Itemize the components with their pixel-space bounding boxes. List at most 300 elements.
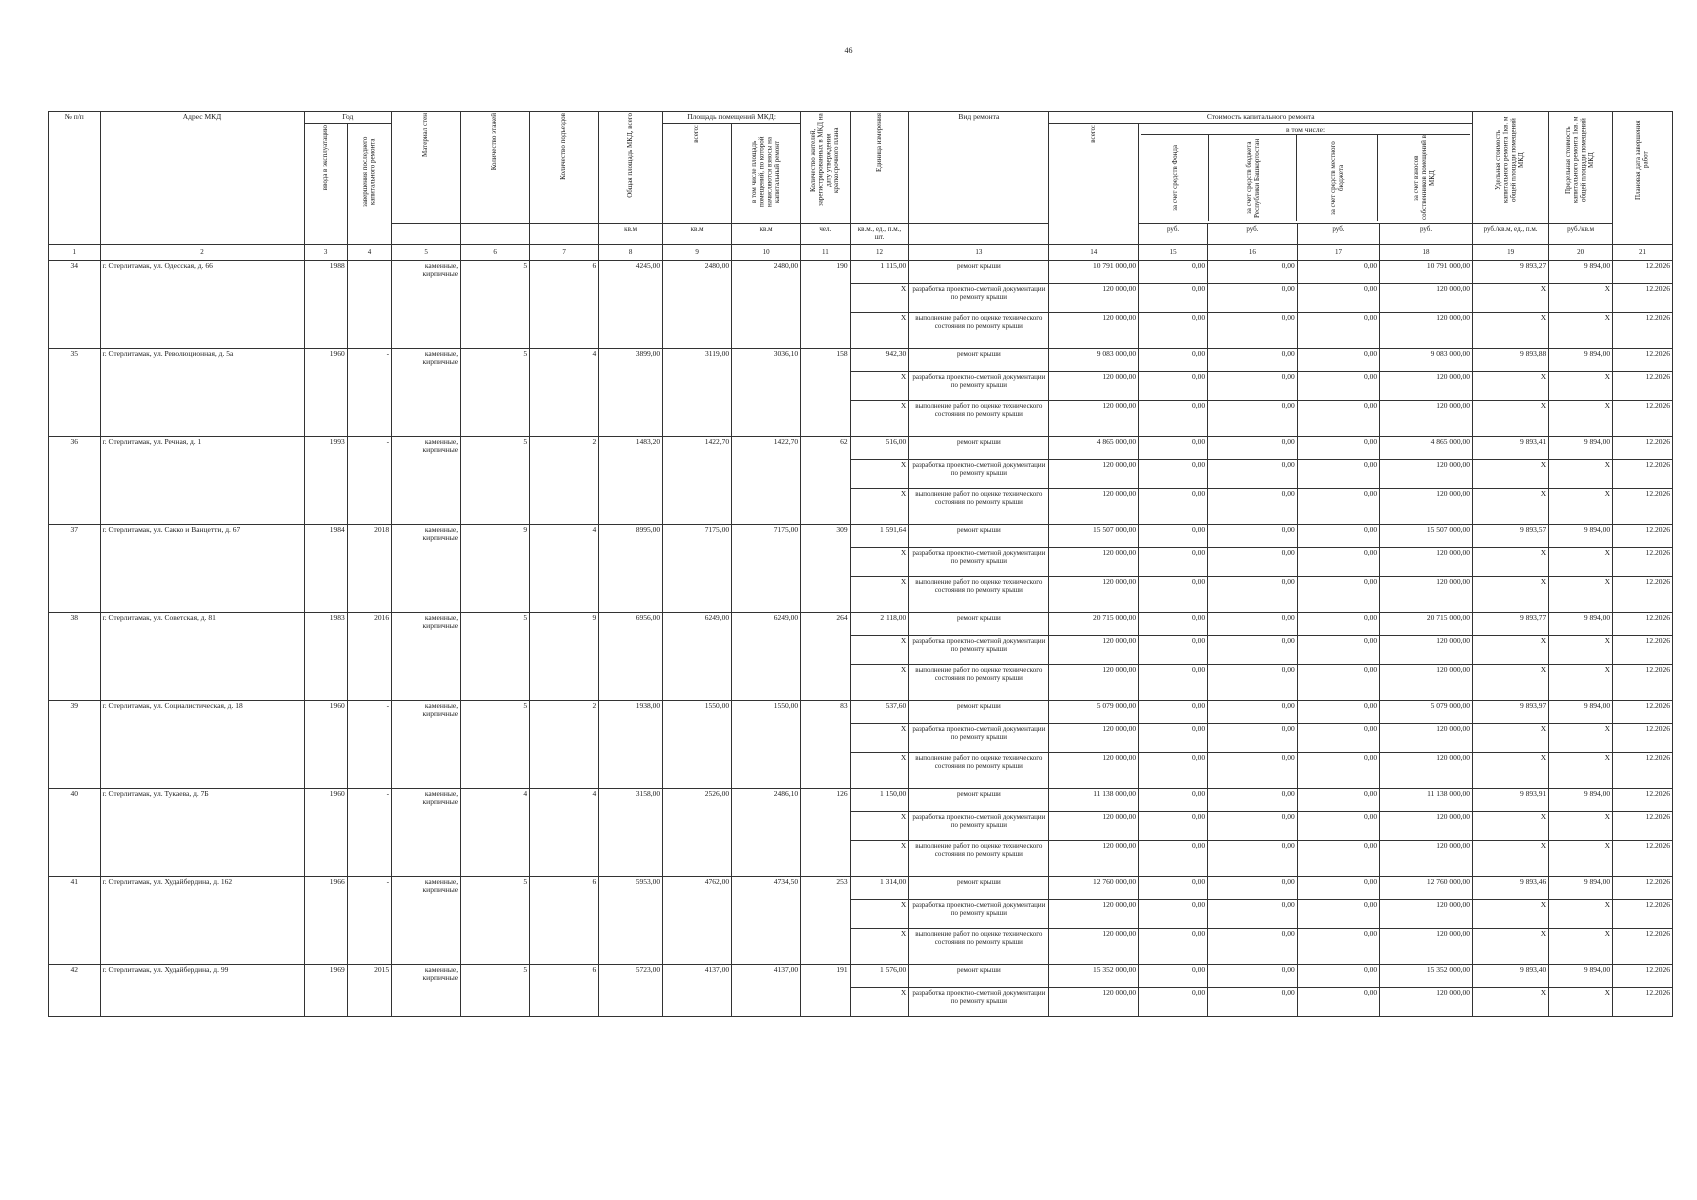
plan-date: 12.2026 bbox=[1613, 488, 1673, 524]
cost-owners: 120 000,00 bbox=[1380, 459, 1473, 488]
column-number: 19 bbox=[1472, 244, 1548, 260]
unit-entrances bbox=[530, 223, 599, 244]
record-address: г. Стерлитамак, ул. Худайбердина, д. 162 bbox=[100, 876, 304, 964]
max-cost: X bbox=[1549, 371, 1613, 400]
work-measure: 2 118,00 bbox=[850, 612, 909, 635]
record-year: 1984 bbox=[304, 524, 347, 612]
cost-republic: 0,00 bbox=[1208, 576, 1298, 612]
cost-total: 120 000,00 bbox=[1049, 840, 1139, 876]
work-type: выполнение работ по оценке технического состояния по ремонту крыши bbox=[909, 928, 1049, 964]
plan-date: 12.2026 bbox=[1613, 987, 1673, 1016]
record-last-repair: - bbox=[347, 788, 391, 876]
unit-cost-fund: руб. bbox=[1139, 223, 1208, 244]
cost-local: 0,00 bbox=[1297, 260, 1379, 283]
cost-fund: 0,00 bbox=[1139, 436, 1208, 459]
max-cost: X bbox=[1549, 400, 1613, 436]
unit-cost: X bbox=[1472, 400, 1548, 436]
cost-republic: 0,00 bbox=[1208, 635, 1298, 664]
record-floors: 9 bbox=[461, 524, 530, 612]
max-cost: X bbox=[1549, 283, 1613, 312]
work-type: ремонт крыши bbox=[909, 524, 1049, 547]
unit-measure: кв.м., ед., п.м., шт. bbox=[850, 223, 909, 244]
cost-fund: 0,00 bbox=[1139, 664, 1208, 700]
record-number: 42 bbox=[49, 964, 101, 1016]
record-last-repair: 2018 bbox=[347, 524, 391, 612]
column-number: 9 bbox=[663, 244, 732, 260]
cost-total: 15 352 000,00 bbox=[1049, 964, 1139, 987]
header-cost-republic: за счет средств бюджета Республики Башкортостан bbox=[1209, 135, 1297, 221]
unit-wall-material bbox=[392, 223, 461, 244]
cost-total: 120 000,00 bbox=[1049, 987, 1139, 1016]
cost-fund: 0,00 bbox=[1139, 876, 1208, 899]
cost-local: 0,00 bbox=[1297, 459, 1379, 488]
cost-fund: 0,00 bbox=[1139, 400, 1208, 436]
max-cost: 9 894,00 bbox=[1549, 436, 1613, 459]
record-residents: 83 bbox=[801, 700, 850, 788]
plan-date: 12.2026 bbox=[1613, 635, 1673, 664]
work-measure: X bbox=[850, 664, 909, 700]
cost-fund: 0,00 bbox=[1139, 524, 1208, 547]
cost-total: 120 000,00 bbox=[1049, 811, 1139, 840]
work-measure: X bbox=[850, 811, 909, 840]
work-type: разработка проектно-сметной документации по ремонту крыши bbox=[909, 459, 1049, 488]
work-type: выполнение работ по оценке технического состояния по ремонту крыши bbox=[909, 752, 1049, 788]
cost-republic: 0,00 bbox=[1208, 664, 1298, 700]
max-cost: X bbox=[1549, 811, 1613, 840]
work-type: ремонт крыши bbox=[909, 876, 1049, 899]
record-entrances: 6 bbox=[530, 260, 599, 348]
cost-fund: 0,00 bbox=[1139, 283, 1208, 312]
record-premises-repair: 6249,00 bbox=[732, 612, 801, 700]
cost-local: 0,00 bbox=[1297, 664, 1379, 700]
record-number: 40 bbox=[49, 788, 101, 876]
plan-date: 12.2026 bbox=[1613, 840, 1673, 876]
work-type: ремонт крыши bbox=[909, 436, 1049, 459]
record-premises-repair: 2480,00 bbox=[732, 260, 801, 348]
cost-total: 15 507 000,00 bbox=[1049, 524, 1139, 547]
cost-republic: 0,00 bbox=[1208, 928, 1298, 964]
unit-cost: X bbox=[1472, 459, 1548, 488]
plan-date: 12.2026 bbox=[1613, 964, 1673, 987]
cost-total: 120 000,00 bbox=[1049, 899, 1139, 928]
cost-fund: 0,00 bbox=[1139, 459, 1208, 488]
cost-local: 0,00 bbox=[1297, 524, 1379, 547]
cost-fund: 0,00 bbox=[1139, 700, 1208, 723]
cost-fund: 0,00 bbox=[1139, 348, 1208, 371]
cost-owners: 4 865 000,00 bbox=[1380, 436, 1473, 459]
max-cost: X bbox=[1549, 840, 1613, 876]
cost-fund: 0,00 bbox=[1139, 260, 1208, 283]
work-measure: X bbox=[850, 576, 909, 612]
cost-owners: 120 000,00 bbox=[1380, 752, 1473, 788]
cost-local: 0,00 bbox=[1297, 840, 1379, 876]
record-premises-total: 2526,00 bbox=[663, 788, 732, 876]
work-type: выполнение работ по оценке технического состояния по ремонту крыши bbox=[909, 664, 1049, 700]
work-measure: X bbox=[850, 928, 909, 964]
unit-cost: X bbox=[1472, 899, 1548, 928]
cost-republic: 0,00 bbox=[1208, 524, 1298, 547]
header-max-cost: Предельная стоимость капитального ремонта 1кв. м общей площади помещений МКД bbox=[1549, 112, 1613, 224]
table-row bbox=[49, 436, 1673, 459]
plan-date: 12.2026 bbox=[1613, 876, 1673, 899]
record-entrances: 6 bbox=[530, 964, 599, 1016]
work-measure: X bbox=[850, 371, 909, 400]
plan-date: 12.2026 bbox=[1613, 899, 1673, 928]
unit-cost: X bbox=[1472, 987, 1548, 1016]
work-measure: 1 314,00 bbox=[850, 876, 909, 899]
header-floors: Количество этажей bbox=[461, 112, 530, 224]
cost-owners: 5 079 000,00 bbox=[1380, 700, 1473, 723]
record-residents: 309 bbox=[801, 524, 850, 612]
cost-total: 20 715 000,00 bbox=[1049, 612, 1139, 635]
record-entrances: 4 bbox=[530, 788, 599, 876]
unit-cost-local: руб. bbox=[1297, 223, 1379, 244]
cost-total: 120 000,00 bbox=[1049, 928, 1139, 964]
column-number: 17 bbox=[1297, 244, 1379, 260]
cost-total: 11 138 000,00 bbox=[1049, 788, 1139, 811]
cost-fund: 0,00 bbox=[1139, 987, 1208, 1016]
max-cost: X bbox=[1549, 576, 1613, 612]
table-row bbox=[49, 788, 1673, 811]
plan-date: 12.2026 bbox=[1613, 348, 1673, 371]
record-address: г. Стерлитамак, ул. Речная, д. 1 bbox=[100, 436, 304, 524]
work-type: ремонт крыши bbox=[909, 700, 1049, 723]
work-type: разработка проектно-сметной документации по ремонту крыши bbox=[909, 811, 1049, 840]
record-entrances: 4 bbox=[530, 348, 599, 436]
header-premises-repair: в том числе площадь помещений, по которой начисляются взносы на капитальный ремонт bbox=[732, 124, 801, 224]
unit-cost: X bbox=[1472, 312, 1548, 348]
cost-republic: 0,00 bbox=[1208, 700, 1298, 723]
cost-fund: 0,00 bbox=[1139, 488, 1208, 524]
record-last-repair: 2015 bbox=[347, 964, 391, 1016]
record-wall-material: каменные, кирпичные bbox=[392, 348, 461, 436]
record-floors: 5 bbox=[461, 260, 530, 348]
table-row bbox=[49, 524, 1673, 547]
plan-date: 12.2026 bbox=[1613, 459, 1673, 488]
record-year: 1988 bbox=[304, 260, 347, 348]
unit-unit-cost: руб./кв.м, ед., п.м. bbox=[1472, 223, 1548, 244]
column-number: 4 bbox=[347, 244, 391, 260]
cost-local: 0,00 bbox=[1297, 700, 1379, 723]
unit-cost: X bbox=[1472, 928, 1548, 964]
record-premises-repair: 7175,00 bbox=[732, 524, 801, 612]
record-premises-total: 4762,00 bbox=[663, 876, 732, 964]
header-total-area: Общая площадь МКД, всего bbox=[599, 112, 663, 224]
record-address: г. Стерлитамак, ул. Революционная, д. 5а bbox=[100, 348, 304, 436]
work-measure: X bbox=[850, 840, 909, 876]
record-premises-repair: 1422,70 bbox=[732, 436, 801, 524]
record-wall-material: каменные, кирпичные bbox=[392, 436, 461, 524]
record-residents: 126 bbox=[801, 788, 850, 876]
record-address: г. Стерлитамак, ул. Тукаева, д. 7Б bbox=[100, 788, 304, 876]
record-number: 35 bbox=[49, 348, 101, 436]
cost-local: 0,00 bbox=[1297, 899, 1379, 928]
cost-local: 0,00 bbox=[1297, 612, 1379, 635]
cost-republic: 0,00 bbox=[1208, 840, 1298, 876]
column-number: 20 bbox=[1549, 244, 1613, 260]
cost-local: 0,00 bbox=[1297, 312, 1379, 348]
unit-cost: X bbox=[1472, 283, 1548, 312]
cost-fund: 0,00 bbox=[1139, 840, 1208, 876]
record-year: 1966 bbox=[304, 876, 347, 964]
record-premises-total: 3119,00 bbox=[663, 348, 732, 436]
unit-cost: 9 893,91 bbox=[1472, 788, 1548, 811]
plan-date: 12.2026 bbox=[1613, 576, 1673, 612]
header-residents: Количество жителей, зарегистрированных в МКД на дату утверждения краткосрочного плана bbox=[801, 112, 850, 224]
cost-total: 120 000,00 bbox=[1049, 459, 1139, 488]
record-entrances: 2 bbox=[530, 436, 599, 524]
work-measure: X bbox=[850, 899, 909, 928]
record-total-area: 5953,00 bbox=[599, 876, 663, 964]
work-measure: X bbox=[850, 312, 909, 348]
cost-republic: 0,00 bbox=[1208, 752, 1298, 788]
record-premises-repair: 1550,00 bbox=[732, 700, 801, 788]
record-residents: 253 bbox=[801, 876, 850, 964]
unit-cost: 9 893,40 bbox=[1472, 964, 1548, 987]
cost-owners: 120 000,00 bbox=[1380, 371, 1473, 400]
record-address: г. Стерлитамак, ул. Социалистическая, д. 18 bbox=[100, 700, 304, 788]
table-row bbox=[49, 260, 1673, 283]
work-type: ремонт крыши bbox=[909, 348, 1049, 371]
header-plan-date: Плановая дата завершения работ bbox=[1613, 112, 1673, 245]
cost-republic: 0,00 bbox=[1208, 899, 1298, 928]
cost-total: 12 760 000,00 bbox=[1049, 876, 1139, 899]
record-wall-material: каменные, кирпичные bbox=[392, 612, 461, 700]
max-cost: X bbox=[1549, 635, 1613, 664]
max-cost: 9 894,00 bbox=[1549, 788, 1613, 811]
table-row bbox=[49, 700, 1673, 723]
unit-floors bbox=[461, 223, 530, 244]
record-year: 1969 bbox=[304, 964, 347, 1016]
record-residents: 158 bbox=[801, 348, 850, 436]
cost-local: 0,00 bbox=[1297, 348, 1379, 371]
record-number: 36 bbox=[49, 436, 101, 524]
record-premises-repair: 3036,10 bbox=[732, 348, 801, 436]
cost-local: 0,00 bbox=[1297, 547, 1379, 576]
work-type: ремонт крыши bbox=[909, 964, 1049, 987]
column-number: 21 bbox=[1613, 244, 1673, 260]
cost-owners: 120 000,00 bbox=[1380, 400, 1473, 436]
record-total-area: 4245,00 bbox=[599, 260, 663, 348]
max-cost: X bbox=[1549, 547, 1613, 576]
column-number-row bbox=[49, 244, 1673, 260]
cost-owners: 15 352 000,00 bbox=[1380, 964, 1473, 987]
records-body bbox=[49, 260, 1673, 1016]
work-measure: X bbox=[850, 488, 909, 524]
cost-total: 120 000,00 bbox=[1049, 635, 1139, 664]
cost-republic: 0,00 bbox=[1208, 987, 1298, 1016]
record-wall-material: каменные, кирпичные bbox=[392, 788, 461, 876]
cost-total: 120 000,00 bbox=[1049, 488, 1139, 524]
max-cost: X bbox=[1549, 987, 1613, 1016]
cost-local: 0,00 bbox=[1297, 488, 1379, 524]
record-year: 1960 bbox=[304, 788, 347, 876]
cost-republic: 0,00 bbox=[1208, 612, 1298, 635]
cost-republic: 0,00 bbox=[1208, 436, 1298, 459]
cost-fund: 0,00 bbox=[1139, 788, 1208, 811]
record-number: 39 bbox=[49, 700, 101, 788]
work-measure: 516,00 bbox=[850, 436, 909, 459]
work-type: выполнение работ по оценке технического состояния по ремонту крыши bbox=[909, 400, 1049, 436]
record-total-area: 8995,00 bbox=[599, 524, 663, 612]
unit-cost: X bbox=[1472, 811, 1548, 840]
cost-local: 0,00 bbox=[1297, 400, 1379, 436]
work-type: ремонт крыши bbox=[909, 260, 1049, 283]
work-type: разработка проектно-сметной документации по ремонту крыши bbox=[909, 547, 1049, 576]
record-entrances: 6 bbox=[530, 876, 599, 964]
cost-owners: 120 000,00 bbox=[1380, 547, 1473, 576]
cost-local: 0,00 bbox=[1297, 576, 1379, 612]
max-cost: X bbox=[1549, 752, 1613, 788]
work-type: выполнение работ по оценке технического состояния по ремонту крыши bbox=[909, 312, 1049, 348]
unit-cost: 9 893,97 bbox=[1472, 700, 1548, 723]
record-total-area: 3899,00 bbox=[599, 348, 663, 436]
cost-republic: 0,00 bbox=[1208, 283, 1298, 312]
table-row bbox=[49, 876, 1673, 899]
table-row bbox=[49, 348, 1673, 371]
cost-local: 0,00 bbox=[1297, 371, 1379, 400]
header-cost-fund: за счет средств Фонда bbox=[1141, 135, 1209, 221]
column-number: 13 bbox=[909, 244, 1049, 260]
record-address: г. Стерлитамак, ул. Худайбердина, д. 99 bbox=[100, 964, 304, 1016]
cost-republic: 0,00 bbox=[1208, 723, 1298, 752]
work-measure: X bbox=[850, 752, 909, 788]
record-number: 38 bbox=[49, 612, 101, 700]
record-premises-total: 7175,00 bbox=[663, 524, 732, 612]
record-year: 1983 bbox=[304, 612, 347, 700]
unit-total-area: кв.м bbox=[599, 223, 663, 244]
cost-local: 0,00 bbox=[1297, 635, 1379, 664]
unit-residents: чел. bbox=[801, 223, 850, 244]
cost-owners: 9 083 000,00 bbox=[1380, 348, 1473, 371]
header-entrances: Количество подъездов bbox=[530, 112, 599, 224]
work-measure: X bbox=[850, 400, 909, 436]
record-number: 41 bbox=[49, 876, 101, 964]
cost-republic: 0,00 bbox=[1208, 876, 1298, 899]
cost-local: 0,00 bbox=[1297, 811, 1379, 840]
record-premises-total: 1422,70 bbox=[663, 436, 732, 524]
cost-total: 120 000,00 bbox=[1049, 400, 1139, 436]
cost-fund: 0,00 bbox=[1139, 964, 1208, 987]
plan-date: 12.2026 bbox=[1613, 723, 1673, 752]
unit-cost: 9 893,88 bbox=[1472, 348, 1548, 371]
unit-max-cost: руб./кв.м bbox=[1549, 223, 1613, 244]
cost-owners: 120 000,00 bbox=[1380, 811, 1473, 840]
unit-cost-republic: руб. bbox=[1208, 223, 1298, 244]
max-cost: 9 894,00 bbox=[1549, 964, 1613, 987]
cost-local: 0,00 bbox=[1297, 723, 1379, 752]
column-number: 12 bbox=[850, 244, 909, 260]
cost-fund: 0,00 bbox=[1139, 576, 1208, 612]
record-last-repair: - bbox=[347, 876, 391, 964]
work-measure: 537,60 bbox=[850, 700, 909, 723]
cost-republic: 0,00 bbox=[1208, 964, 1298, 987]
unit-cost: X bbox=[1472, 371, 1548, 400]
header-work-type: Вид ремонта bbox=[909, 112, 1049, 224]
cost-fund: 0,00 bbox=[1139, 371, 1208, 400]
cost-total: 120 000,00 bbox=[1049, 371, 1139, 400]
cost-fund: 0,00 bbox=[1139, 752, 1208, 788]
column-number: 18 bbox=[1380, 244, 1473, 260]
record-year: 1993 bbox=[304, 436, 347, 524]
record-floors: 5 bbox=[461, 436, 530, 524]
record-floors: 5 bbox=[461, 876, 530, 964]
max-cost: X bbox=[1549, 899, 1613, 928]
unit-cost: X bbox=[1472, 547, 1548, 576]
cost-republic: 0,00 bbox=[1208, 547, 1298, 576]
plan-date: 12.2026 bbox=[1613, 612, 1673, 635]
plan-date: 12.2026 bbox=[1613, 752, 1673, 788]
work-type: ремонт крыши bbox=[909, 788, 1049, 811]
unit-cost: 9 893,77 bbox=[1472, 612, 1548, 635]
work-type: разработка проектно-сметной документации по ремонту крыши bbox=[909, 987, 1049, 1016]
record-wall-material: каменные, кирпичные bbox=[392, 260, 461, 348]
record-wall-material: каменные, кирпичные bbox=[392, 524, 461, 612]
plan-date: 12.2026 bbox=[1613, 811, 1673, 840]
record-floors: 5 bbox=[461, 612, 530, 700]
record-floors: 4 bbox=[461, 788, 530, 876]
header-cost-group: Стоимость капитального ремонта bbox=[1049, 112, 1473, 124]
header-address: Адрес МКД bbox=[100, 112, 304, 245]
record-address: г. Стерлитамак, ул. Сакко и Ванцетти, д. 67 bbox=[100, 524, 304, 612]
cost-owners: 20 715 000,00 bbox=[1380, 612, 1473, 635]
plan-date: 12.2026 bbox=[1613, 283, 1673, 312]
header-premises-total: всего: bbox=[663, 124, 732, 224]
record-premises-total: 2480,00 bbox=[663, 260, 732, 348]
cost-owners: 120 000,00 bbox=[1380, 312, 1473, 348]
record-premises-total: 1550,00 bbox=[663, 700, 732, 788]
record-premises-total: 4137,00 bbox=[663, 964, 732, 1016]
header-year-last-repair: завершения последнего капитального ремонта bbox=[347, 124, 391, 245]
record-wall-material: каменные, кирпичные bbox=[392, 700, 461, 788]
work-measure: X bbox=[850, 723, 909, 752]
cost-owners: 12 760 000,00 bbox=[1380, 876, 1473, 899]
column-number: 15 bbox=[1139, 244, 1208, 260]
cost-local: 0,00 bbox=[1297, 283, 1379, 312]
max-cost: X bbox=[1549, 664, 1613, 700]
record-year: 1960 bbox=[304, 348, 347, 436]
work-type: разработка проектно-сметной документации по ремонту крыши bbox=[909, 635, 1049, 664]
cost-owners: 120 000,00 bbox=[1380, 576, 1473, 612]
plan-date: 12.2026 bbox=[1613, 700, 1673, 723]
unit-cost: X bbox=[1472, 576, 1548, 612]
record-premises-repair: 2486,10 bbox=[732, 788, 801, 876]
max-cost: X bbox=[1549, 459, 1613, 488]
column-number: 3 bbox=[304, 244, 347, 260]
max-cost: 9 894,00 bbox=[1549, 876, 1613, 899]
record-number: 34 bbox=[49, 260, 101, 348]
max-cost: X bbox=[1549, 723, 1613, 752]
unit-cost: X bbox=[1472, 664, 1548, 700]
record-number: 37 bbox=[49, 524, 101, 612]
record-last-repair: - bbox=[347, 700, 391, 788]
cost-total: 120 000,00 bbox=[1049, 547, 1139, 576]
record-entrances: 2 bbox=[530, 700, 599, 788]
cost-fund: 0,00 bbox=[1139, 547, 1208, 576]
unit-cost-owners: руб. bbox=[1380, 223, 1473, 244]
record-total-area: 3158,00 bbox=[599, 788, 663, 876]
cost-total: 10 791 000,00 bbox=[1049, 260, 1139, 283]
record-floors: 5 bbox=[461, 700, 530, 788]
work-type: разработка проектно-сметной документации по ремонту крыши bbox=[909, 283, 1049, 312]
cost-fund: 0,00 bbox=[1139, 723, 1208, 752]
work-measure: X bbox=[850, 635, 909, 664]
unit-premises-repair: кв.м bbox=[732, 223, 801, 244]
cost-owners: 120 000,00 bbox=[1380, 840, 1473, 876]
repair-plan-table bbox=[48, 111, 1673, 1017]
unit-cost: X bbox=[1472, 635, 1548, 664]
work-type: разработка проектно-сметной документации по ремонту крыши bbox=[909, 723, 1049, 752]
